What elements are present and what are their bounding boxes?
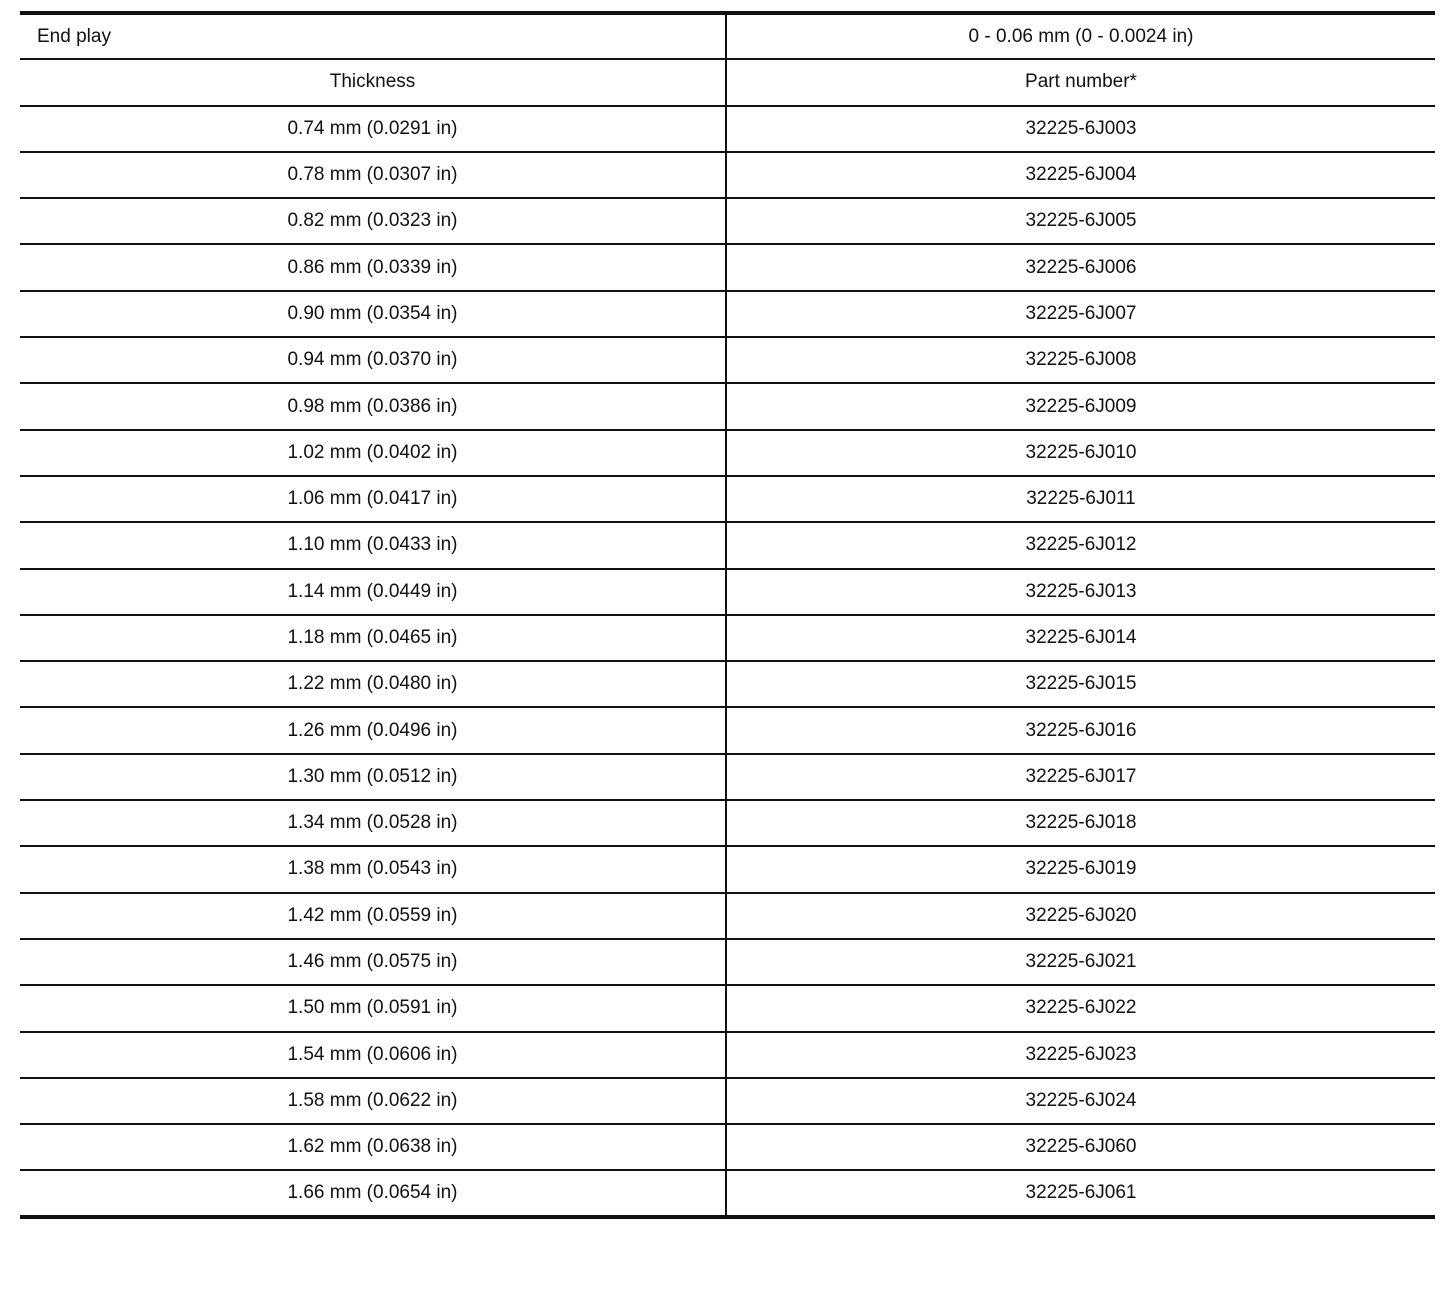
end-play-value: 0 - 0.06 mm (0 - 0.0024 in)	[726, 13, 1435, 59]
thickness-cell: 0.86 mm (0.0339 in)	[20, 244, 726, 290]
thickness-cell: 1.54 mm (0.0606 in)	[20, 1032, 726, 1078]
part-number-cell: 32225-6J005	[726, 198, 1435, 244]
thickness-cell: 1.14 mm (0.0449 in)	[20, 569, 726, 615]
thickness-cell: 0.90 mm (0.0354 in)	[20, 291, 726, 337]
table-row	[20, 244, 1435, 290]
table-row	[20, 522, 1435, 568]
table-row	[20, 661, 1435, 707]
part-number-cell: 32225-6J061	[726, 1170, 1435, 1216]
table-row	[20, 615, 1435, 661]
table-row	[20, 198, 1435, 244]
thickness-cell: 1.50 mm (0.0591 in)	[20, 985, 726, 1031]
part-number-cell: 32225-6J009	[726, 383, 1435, 429]
thickness-cell: 1.26 mm (0.0496 in)	[20, 707, 726, 753]
part-number-cell: 32225-6J013	[726, 569, 1435, 615]
part-number-cell: 32225-6J004	[726, 152, 1435, 198]
table-row	[20, 569, 1435, 615]
thickness-cell: 0.94 mm (0.0370 in)	[20, 337, 726, 383]
part-number-cell: 32225-6J018	[726, 800, 1435, 846]
table-row	[20, 152, 1435, 198]
table-row	[20, 707, 1435, 753]
part-number-cell: 32225-6J007	[726, 291, 1435, 337]
table-row	[20, 430, 1435, 476]
end-play-row	[20, 13, 1435, 59]
table-row	[20, 1078, 1435, 1124]
thickness-cell: 1.46 mm (0.0575 in)	[20, 939, 726, 985]
part-number-cell: 32225-6J011	[726, 476, 1435, 522]
part-number-cell: 32225-6J006	[726, 244, 1435, 290]
part-number-cell: 32225-6J016	[726, 707, 1435, 753]
thickness-cell: 1.42 mm (0.0559 in)	[20, 893, 726, 939]
part-number-cell: 32225-6J008	[726, 337, 1435, 383]
part-number-cell: 32225-6J012	[726, 522, 1435, 568]
part-number-cell: 32225-6J017	[726, 754, 1435, 800]
thickness-cell: 1.38 mm (0.0543 in)	[20, 846, 726, 892]
thickness-cell: 1.06 mm (0.0417 in)	[20, 476, 726, 522]
part-number-cell: 32225-6J021	[726, 939, 1435, 985]
part-number-cell: 32225-6J022	[726, 985, 1435, 1031]
table-row	[20, 337, 1435, 383]
table-row	[20, 106, 1435, 152]
thickness-cell: 0.74 mm (0.0291 in)	[20, 106, 726, 152]
table-row	[20, 291, 1435, 337]
part-number-cell: 32225-6J020	[726, 893, 1435, 939]
table-row	[20, 1032, 1435, 1078]
table-body	[20, 13, 1435, 1217]
table-row	[20, 800, 1435, 846]
thickness-cell: 1.66 mm (0.0654 in)	[20, 1170, 726, 1216]
part-number-cell: 32225-6J003	[726, 106, 1435, 152]
table-row	[20, 846, 1435, 892]
part-number-cell: 32225-6J060	[726, 1124, 1435, 1170]
part-number-cell: 32225-6J023	[726, 1032, 1435, 1078]
part-number-cell: 32225-6J014	[726, 615, 1435, 661]
thickness-cell: 0.78 mm (0.0307 in)	[20, 152, 726, 198]
table-row	[20, 754, 1435, 800]
part-number-cell: 32225-6J024	[726, 1078, 1435, 1124]
header-row	[20, 59, 1435, 105]
end-play-label: End play	[20, 13, 726, 59]
thickness-cell: 1.02 mm (0.0402 in)	[20, 430, 726, 476]
table-row	[20, 383, 1435, 429]
thickness-header: Thickness	[20, 59, 726, 105]
thickness-cell: 0.82 mm (0.0323 in)	[20, 198, 726, 244]
thickness-cell: 1.62 mm (0.0638 in)	[20, 1124, 726, 1170]
thickness-cell: 0.98 mm (0.0386 in)	[20, 383, 726, 429]
thickness-cell: 1.18 mm (0.0465 in)	[20, 615, 726, 661]
part-number-cell: 32225-6J010	[726, 430, 1435, 476]
table-row	[20, 985, 1435, 1031]
thickness-cell: 1.22 mm (0.0480 in)	[20, 661, 726, 707]
thickness-cell: 1.30 mm (0.0512 in)	[20, 754, 726, 800]
table-row	[20, 1124, 1435, 1170]
shim-spec-table	[20, 11, 1435, 1219]
part-number-header: Part number*	[726, 59, 1435, 105]
thickness-cell: 1.34 mm (0.0528 in)	[20, 800, 726, 846]
part-number-cell: 32225-6J015	[726, 661, 1435, 707]
thickness-cell: 1.58 mm (0.0622 in)	[20, 1078, 726, 1124]
table-row	[20, 476, 1435, 522]
table-row	[20, 939, 1435, 985]
table-row	[20, 893, 1435, 939]
thickness-cell: 1.10 mm (0.0433 in)	[20, 522, 726, 568]
table-row	[20, 1170, 1435, 1216]
part-number-cell: 32225-6J019	[726, 846, 1435, 892]
